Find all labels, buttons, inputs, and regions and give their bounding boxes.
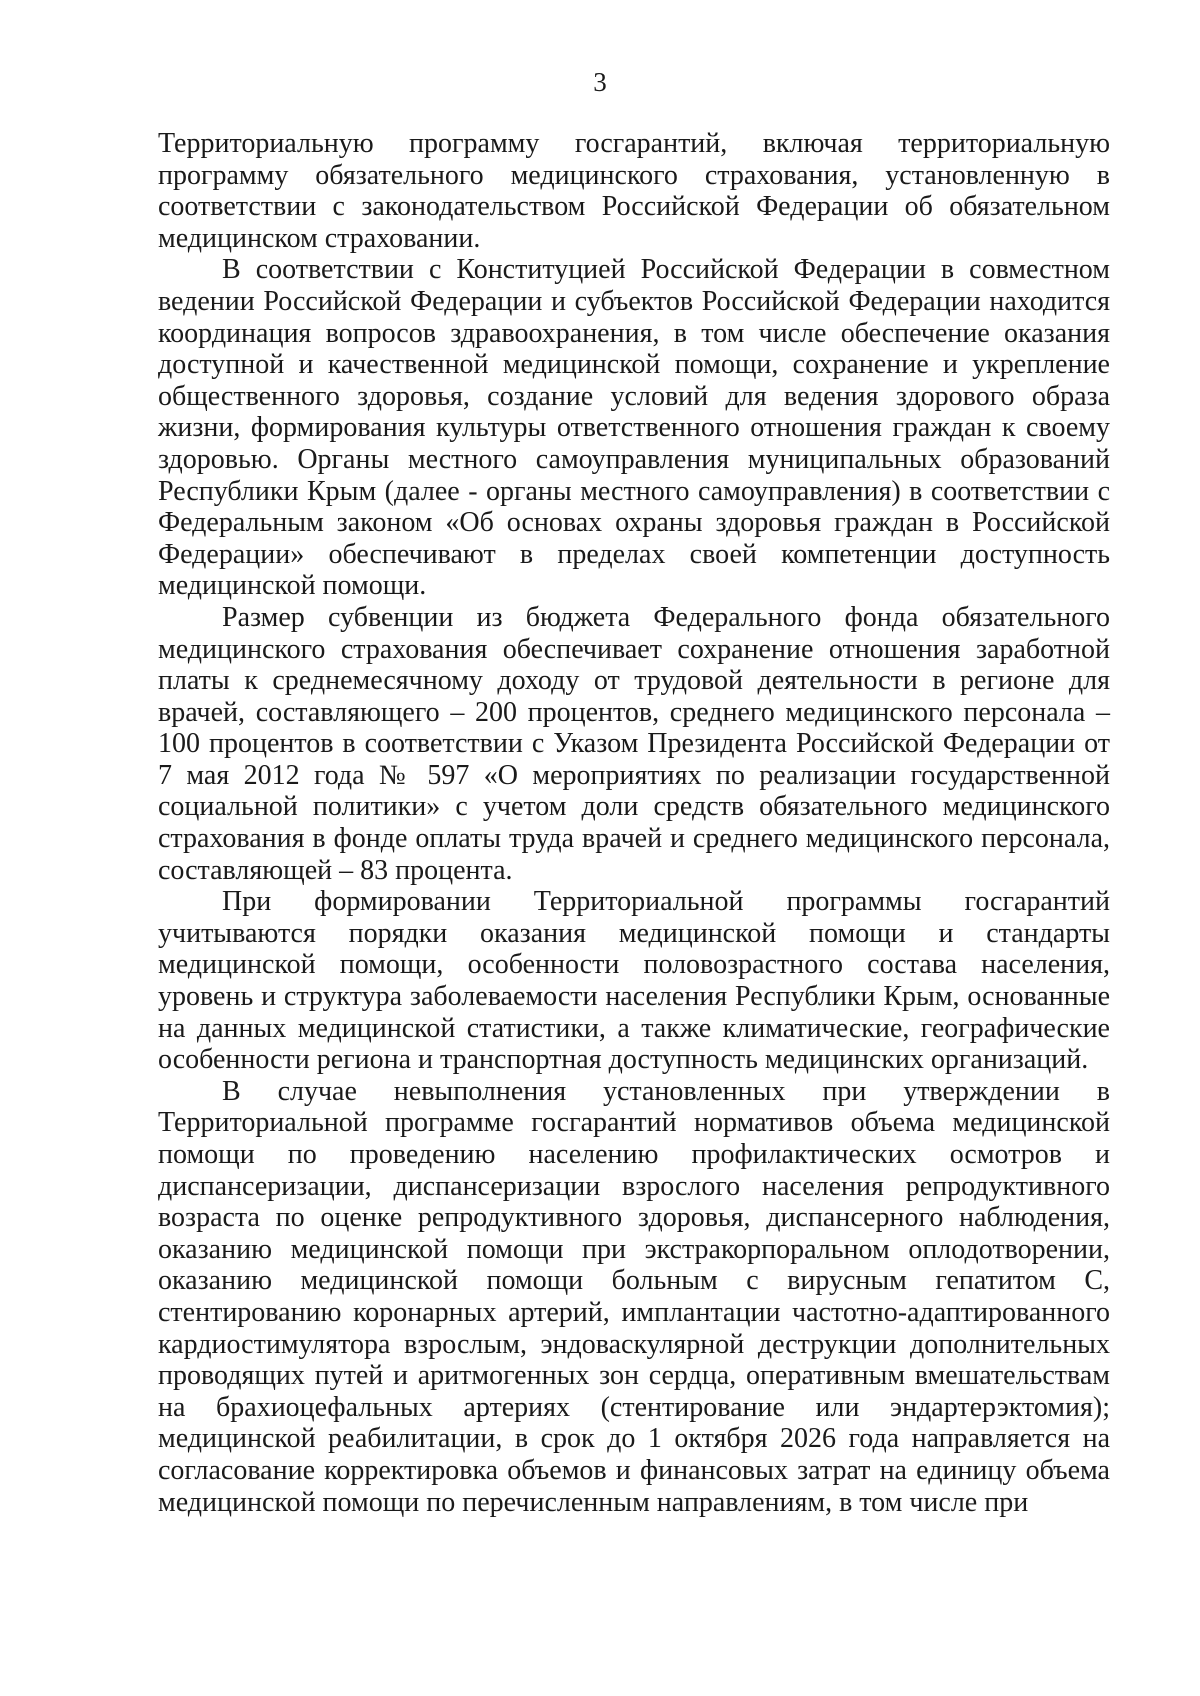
paragraph-1: Территориальную программу госгарантий, включая территориальную программу обязательного медицинского страхования, установленную в соответствии с законодательством Российской Федерации об обязательном медицинском страховании.	[158, 128, 1110, 254]
paragraph-2: В соответствии с Конституцией Российской Федерации в совместном ведении Российской Федерации и субъектов Российской Федерации находится координация вопросов здравоохранения, в том числе обеспечение оказания доступной и качественной медицинской помощи, сохранение и укрепление общественного здоровья, создание условий для ведения здорового образа жизни, формирования культуры ответственного отношения граждан к своему здоровью. Органы местного самоуправления муниципальных образований Республики Крым (далее - органы местного самоуправления) в соответствии с Федеральным законом «Об основах охраны здоровья граждан в Российской Федерации» обеспечивают в пределах своей компетенции доступность медицинской помощи.	[158, 254, 1110, 602]
paragraph-4: При формировании Территориальной программы госгарантий учитываются порядки оказания медицинской помощи и стандарты медицинской помощи, особенности половозрастного состава населения, уровень и структура заболеваемости населения Республики Крым, основанные на данных медицинской статистики, а также климатические, географические особенности региона и транспортная доступность медицинских организаций.	[158, 886, 1110, 1076]
document-body	[158, 128, 1110, 1518]
paragraph-3: Размер субвенции из бюджета Федерального фонда обязательного медицинского страхования обеспечивает сохранение отношения заработной платы к среднемесячному доходу от трудовой деятельности в регионе для врачей, составляющего – 200 процентов, среднего медицинского персонала – 100 процентов в соответствии с Указом Президента Российской Федерации от 7 мая 2012 года № 597 «О мероприятиях по реализации государственной социальной политики» с учетом доли средств обязательного медицинского страхования в фонде оплаты труда врачей и среднего медицинского персонала, составляющей – 83 процента.	[158, 601, 1110, 886]
paragraph-5: В случае невыполнения установленных при утверждении в Территориальной программе госгарантий нормативов объема медицинской помощи по проведению населению профилактических осмотров и диспансеризации, диспансеризации взрослого населения репродуктивного возраста по оценке репродуктивного здоровья, диспансерного наблюдения, оказанию медицинской помощи при экстракорпоральном оплодотворении, оказанию медицинской помощи больным с вирусным гепатитом С, стентированию коронарных артерий, имплантации частотно-адаптированного кардиостимулятора взрослым, эндоваскулярной деструкции дополнительных проводящих путей и аритмогенных зон сердца, оперативным вмешательствам на брахиоцефальных артериях (стентирование или эндартерэктомия); медицинской реабилитации, в срок до 1 октября 2026 года направляется на согласование корректировка объемов и финансовых затрат на единицу объема медицинской помощи по перечисленным направлениям, в том числе при	[158, 1075, 1110, 1518]
page-number: 3	[593, 67, 607, 97]
